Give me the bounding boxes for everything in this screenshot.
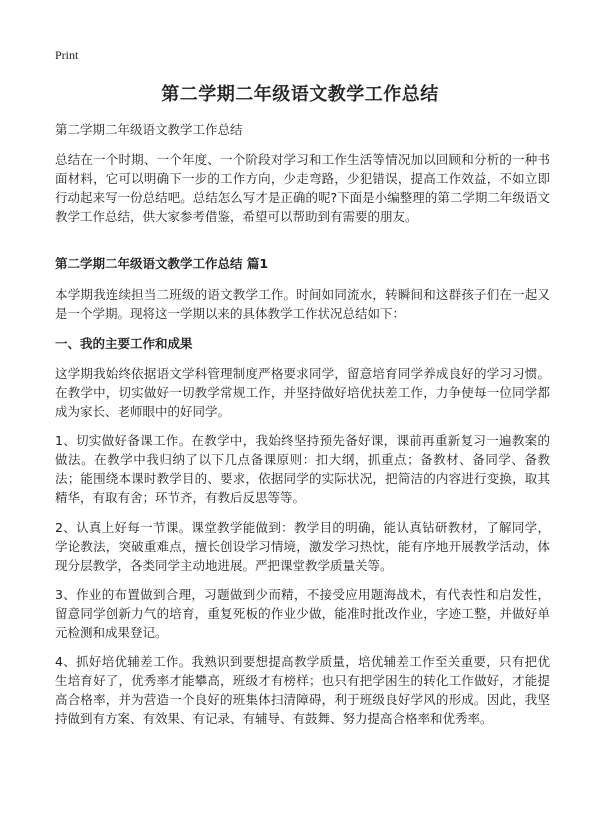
item-3-paragraph: 3、作业的布置做到合理，习题做到少而精，不接受应用题海战术，有代表性和启发性，留意同学创新力气的培育，重复死板的作业少做，能准时批改作业，字迹工整，并做好单元检测和成果登记。 — [55, 587, 550, 640]
section-intro-paragraph: 本学期我连续担当二班级的语文教学工作。时间如同流水，转瞬间和这群孩子们在一起又是一个学期。现将这一学期以来的具体教学工作状况总结如下： — [55, 287, 550, 321]
item-2-paragraph: 2、认真上好每一节课。课堂教学能做到：教学目的明确，能认真钻研教材，了解同学，学论教法，突破重难点，擅长创设学习情境，激发学习热忱，能有序地开展教学活动，体现分层教学，各类同学主动地进展。严把课堂教学质量关等。 — [55, 520, 550, 573]
print-link[interactable]: Print — [55, 48, 79, 62]
part-heading: 一、我的主要工作和成果 — [55, 336, 193, 351]
page-title: 第二学期二年级语文教学工作总结 — [161, 84, 439, 105]
intro-paragraph: 总结在一个时期、一个年度、一个阶段对学习和工作生活等情况加以回顾和分析的一种书面材料，它可以明确下一步的工作方向，少走弯路，少犯错误，提高工作效益，不如立即行动起来写一份总结吧。总结怎么写才是正确的呢?下面是小编整理的第二学期二年级语文教学工作总结，供大家参考借鉴，希望可以帮助到有需要的朋友。 — [55, 152, 550, 224]
section-heading: 第二学期二年级语文教学工作总结 篇1 — [55, 256, 269, 271]
item-4-paragraph: 4、抓好培优辅差工作。我熟识到要想提高教学质量，培优辅差工作至关重要，只有把优生培育好了，优秀率才能攀高，班级才有榜样；也只有把学困生的转化工作做好，才能提高合格率，并为营造一个良好的班集体扫清障碍，利于班级良好学风的形成。因此，我坚持做到有方案、有效果、有记录、有辅导、有鼓舞、努力提高合格率和优秀率。 — [55, 654, 550, 726]
document-subtitle: 第二学期二年级语文教学工作总结 — [55, 122, 243, 137]
item-1-paragraph: 1、切实做好备课工作。在教学中，我始终坚持预先备好课，课前再重新复习一遍教案的做法。在教学中我归纳了以下几点备课原则：扣大纲，抓重点；备教材、备同学、备教法；能围绕本课时教学目的、要求，依据同学的实际状况，把简洁的内容进行变换，取其精华，有取有舍；环节齐，有教后反思等等。 — [55, 433, 550, 505]
part-intro-paragraph: 这学期我始终依据语文学科管理制度严格要求同学，留意培育同学养成良好的学习习惯。在教学中，切实做好一切教学常规工作，并坚持做好培优扶差工作，力争使每一位同学都成为家长、老师眼中的好同学。 — [55, 366, 550, 419]
